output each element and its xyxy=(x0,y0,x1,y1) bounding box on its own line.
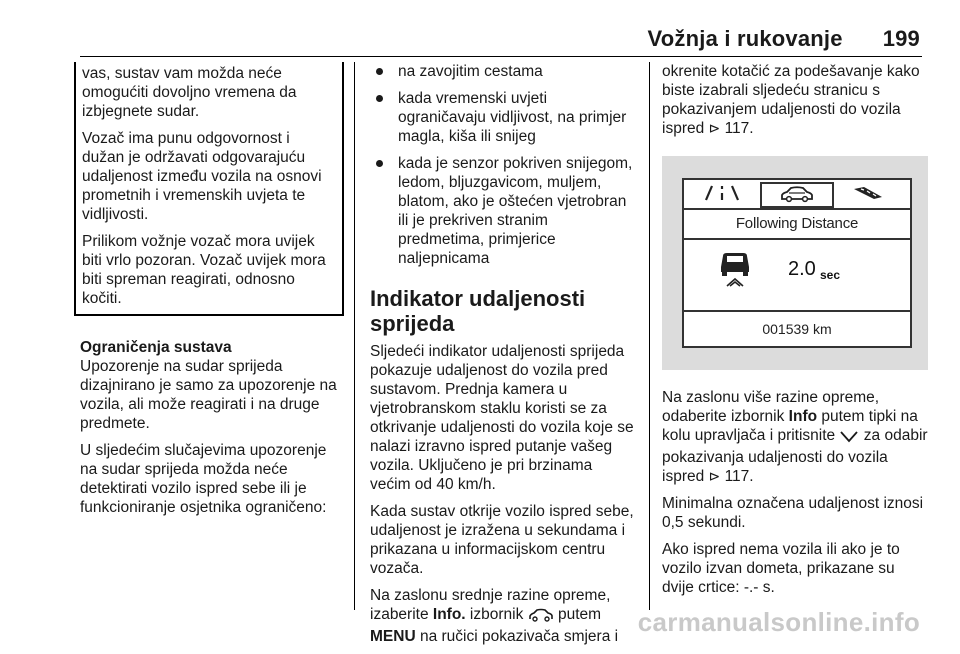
text-run: na ručici pokazivača smjera i xyxy=(415,628,619,645)
text-run: izbornik xyxy=(465,606,528,623)
text-run: putem xyxy=(553,606,602,623)
menu-label: MENU xyxy=(370,628,416,645)
text-run: Na zaslonu više razine opreme, odaberite izbornik xyxy=(662,389,880,425)
body-paragraph: U sljedećim slučajevima upozorenje na sudar sprijeda možda neće detektirati vozilo ispred sebe ili je funkcioniranje osjetnika ograničeno: xyxy=(80,442,327,516)
body-paragraph xyxy=(662,388,928,486)
page-ref: 117. xyxy=(720,120,754,137)
list-item: kada vremenski uvjeti ograničavaju vidljivost, na primjer magla, kiša ili snijeg xyxy=(370,89,636,146)
column-middle xyxy=(370,62,636,654)
road-icon xyxy=(852,185,884,206)
watermark: carmanualsonline.info xyxy=(637,607,920,637)
warning-paragraph: Vozač ima punu odgovornost i dužan je održavati odgovarajuću udaljenost između vozila na osnovi prometnih i vremenskih uvjeta te vidljivosti. xyxy=(82,130,322,223)
column-divider-2 xyxy=(649,62,650,610)
body-paragraph xyxy=(370,586,636,646)
text-run: za odabir pokazivanja udaljenosti do vozila ispred xyxy=(662,427,928,485)
distance-value: 2.0 xyxy=(788,258,816,280)
text-run: okrenite kotačić za podešavanje kako biste izabrali sljedeću stranicu s pokazivanjem udaljenosti do vozila ispred xyxy=(662,63,920,137)
car-distance-icon xyxy=(528,608,554,627)
warning-box xyxy=(74,62,344,316)
display-title: Following Distance xyxy=(735,215,859,232)
page-ref-arrow-icon: ⊳ xyxy=(708,120,721,136)
page-ref: 117. xyxy=(720,468,754,485)
driver-info-display xyxy=(682,178,912,348)
display-divider xyxy=(684,310,910,312)
page-ref-arrow-icon: ⊳ xyxy=(708,468,721,484)
subheading-system-limits: Ograničenja sustava xyxy=(80,339,232,356)
display-illustration xyxy=(662,156,928,370)
section-title: Indikator udaljenosti sprijeda xyxy=(370,286,586,336)
page-header xyxy=(648,26,920,52)
warning-paragraph: vas, sustav vam možda neće omogućiti dovoljno vremena da izbjegnete sudar. xyxy=(82,65,297,120)
following-car-icon xyxy=(718,252,752,293)
column-right xyxy=(662,62,928,605)
column-divider-1 xyxy=(354,62,355,610)
lane-icon xyxy=(702,184,742,207)
display-divider xyxy=(684,238,910,240)
header-rule xyxy=(80,56,922,57)
header-title: Vožnja i rukovanje xyxy=(647,26,843,51)
info-label: Info. xyxy=(432,606,466,623)
body-paragraph xyxy=(662,62,928,138)
chevron-down-icon xyxy=(839,429,859,448)
body-paragraph: Ako ispred nema vozila ili ako je to vozilo izvan dometa, prikazane su dvije crtice: -.- s. xyxy=(662,541,900,596)
text-run: Na zaslonu srednje razine opreme, izaberite xyxy=(370,587,611,623)
info-label: Info xyxy=(788,408,818,425)
body-paragraph: Upozorenje na sudar sprijeda dizajnirano je samo za upozorenje na vozila, ali može reagirati i na druge predmete. xyxy=(80,358,337,432)
list-item: kada je senzor pokriven snijegom, ledom, bljuzgavicom, muljem, blatom, ako je oštećen vjetrobran ili je prekriven stranim predmetima, primjerice naljepnicama xyxy=(370,154,636,268)
odometer-reading: 001539 km xyxy=(762,321,832,337)
car-icon xyxy=(779,185,815,208)
list-item: na zavojitim cestama xyxy=(370,62,636,81)
text-run: putem tipki na kolu upravljača i pritisnite xyxy=(662,408,918,444)
column-left xyxy=(80,62,344,525)
warning-paragraph: Prilikom vožnje vozač mora uvijek biti vrlo pozoran. Vozač uvijek mora biti spreman reagirati, odnosno kočiti. xyxy=(82,233,326,307)
display-tab-bar xyxy=(684,180,910,210)
page-number: 199 xyxy=(882,26,920,51)
body-paragraph: Kada sustav otkrije vozilo ispred sebe, udaljenost je izražena u sekundama i prikazana u informacijskom centru vozača. xyxy=(370,503,634,577)
distance-unit: sec xyxy=(820,268,841,282)
body-paragraph: Minimalna označena udaljenost iznosi 0,5 sekundi. xyxy=(662,495,924,531)
display-tab-active xyxy=(760,182,834,208)
limitation-list xyxy=(370,62,636,268)
body-paragraph: Sljedeći indikator udaljenosti sprijeda pokazuje udaljenost do vozila pred sustavom. Prednja kamera u vjetrobranskom staklu koristi se za otkrivanje udaljenosti do vozila koje se nalazi izravno ispred putanje vašeg vozila. Uključeno je pri brzinama većim od 40 km/h. xyxy=(370,343,634,493)
